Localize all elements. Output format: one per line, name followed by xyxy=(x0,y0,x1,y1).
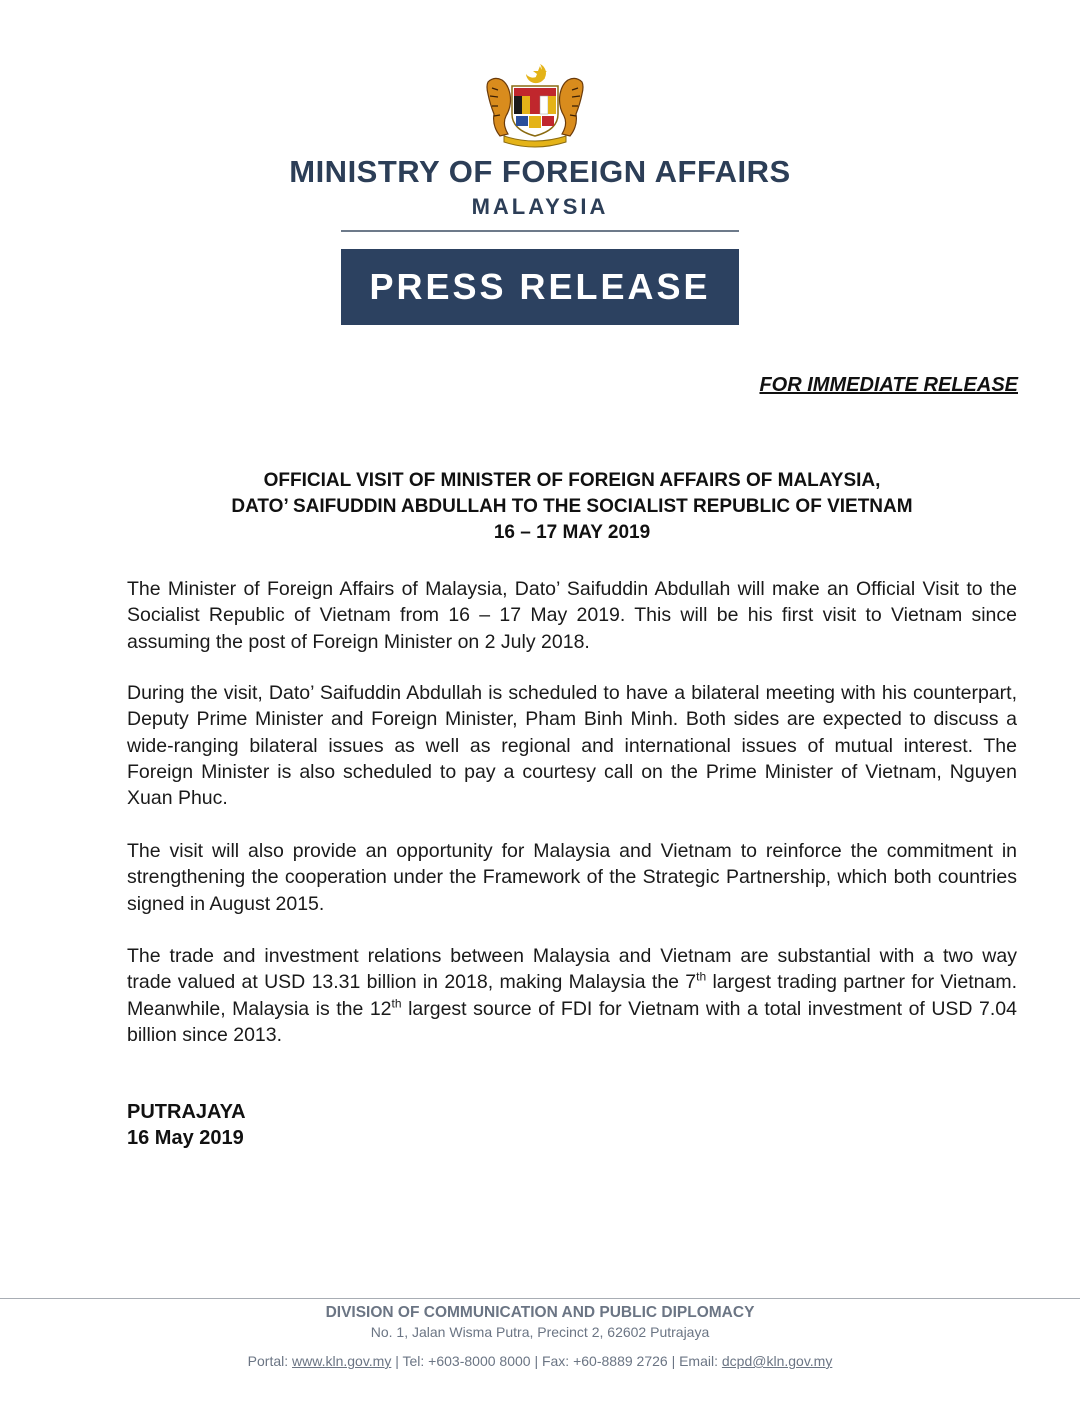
paragraph-4 xyxy=(127,943,1017,1048)
footer-divider xyxy=(0,1298,1080,1299)
paragraph-text: The visit will also provide an opportunity for Malaysia and Vietnam to reinforce the commitment in strengthening the cooperation under the Framework of the Strategic Partnership, which both countries signed in August 2015. xyxy=(127,840,1017,915)
paragraph-text xyxy=(127,943,1017,1048)
footer-division: DIVISION OF COMMUNICATION AND PUBLIC DIPLOMACY xyxy=(325,1304,755,1321)
paragraph-segment: largest source of FDI for Vietnam with a total investment of USD 7.04 billion since 2013. xyxy=(127,997,1017,1046)
paragraph-text: During the visit, Dato’ Saifuddin Abdullah is scheduled to have a bilateral meeting with his counterpart, Deputy Prime Minister and Foreign Minister, Pham Binh Minh. Both sides are expected to discuss a wide-ranging bilateral issues as well as regional and international issues of mutual interest. The Foreign Minister is also scheduled to pay a courtesy call on the Prime Minister of Vietnam, Nguyen Xuan Phuc. xyxy=(127,682,1017,810)
signature-city: PUTRAJAYA xyxy=(127,1101,246,1123)
title-line: DATO’ SAIFUDDIN ABDULLAH TO THE SOCIALIST REPUBLIC OF VIETNAM xyxy=(231,496,913,517)
ministry-country: MALAYSIA xyxy=(471,194,609,219)
contact-numbers: | Tel: +603-8000 8000 | Fax: +60-8889 2726 | Email: xyxy=(391,1353,722,1369)
title-line: OFFICIAL VISIT OF MINISTER OF FOREIGN AFFAIRS OF MALAYSIA, xyxy=(263,470,881,491)
paragraph-segment: The trade and investment relations between Malaysia and Vietnam are substantial with a two way trade valued at USD 13.31 billion in 2018, making Malaysia the 7 xyxy=(127,945,1017,994)
email-link[interactable]: dcpd@kln.gov.my xyxy=(721,1353,833,1369)
paragraph-segment: largest trading partner for Vietnam. Meanwhile, Malaysia is the 12 xyxy=(127,971,1017,1020)
release-tag: FOR IMMEDIATE RELEASE xyxy=(759,374,1018,396)
header-divider xyxy=(341,230,739,232)
paragraph-3 xyxy=(127,838,1017,917)
portal-link[interactable]: www.kln.gov.my xyxy=(292,1353,392,1369)
footer-address: No. 1, Jalan Wisma Putra, Precinct 2, 62602 Putrajaya xyxy=(370,1324,710,1340)
paragraph-2 xyxy=(127,680,1017,811)
paragraph-text: The Minister of Foreign Affairs of Malaysia, Dato’ Saifuddin Abdullah will make an Official Visit to the Socialist Republic of Vietnam from 16 – 17 May 2019. This will be his first visit to Vietnam since assuming the post of Foreign Minister on 2 July 2018. xyxy=(127,578,1017,653)
title-dates: 16 – 17 MAY 2019 xyxy=(493,522,651,543)
press-release-label: PRESS RELEASE xyxy=(369,266,711,307)
ministry-name: MINISTRY OF FOREIGN AFFAIRS xyxy=(289,154,791,189)
press-release-banner xyxy=(341,249,739,325)
footer-contact xyxy=(0,1353,1080,1369)
coat-of-arms-icon xyxy=(474,62,596,150)
ordinal-suffix: th xyxy=(696,969,707,984)
paragraph-1 xyxy=(127,576,1017,655)
release-title xyxy=(60,468,1080,546)
ordinal-suffix: th xyxy=(391,996,402,1011)
signature-date: 16 May 2019 xyxy=(127,1127,244,1149)
portal-label: Portal: xyxy=(247,1353,293,1369)
